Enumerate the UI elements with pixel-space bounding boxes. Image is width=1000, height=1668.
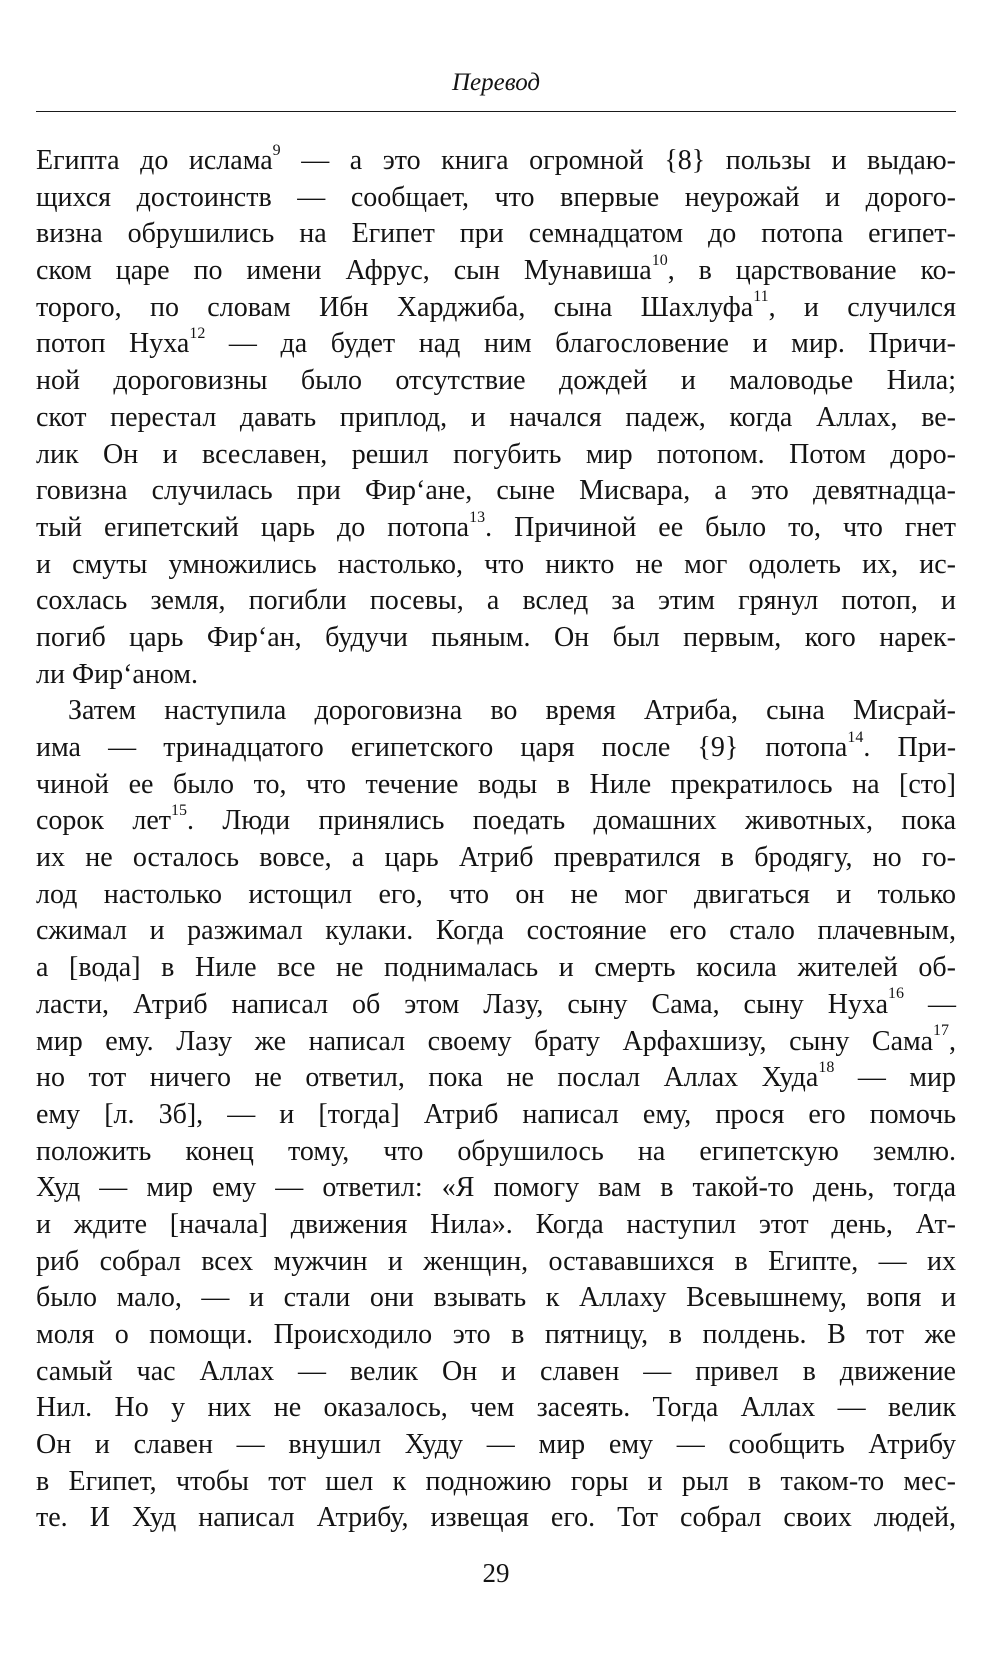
footnote-ref: 16 [888,985,905,1003]
line-text: Худ — мир ему — ответил: «Я помогу вам в такой-то день, тогда [36,1172,956,1204]
body-text [36,143,956,1537]
text-line [36,216,956,253]
text-line [36,950,956,987]
line-text-continued: , и случился [768,291,956,323]
line-text: Египта до ислама [36,145,273,176]
page-number: 29 [482,1558,510,1588]
text-line [36,1170,956,1207]
line-text-continued: — а это книга огромной {8} пользы и выдаю- [280,145,956,176]
line-text-continued: . При- [863,732,957,763]
text-line [36,1427,956,1464]
line-text: мир ему. Лазу же написал своему брату Арфахшизу, сыну Сама [36,1025,933,1057]
line-text-continued: . Люди принялись поедать домашних животных, пока [187,805,957,837]
line-text: тый египетский царь до потопа [36,511,470,543]
footnote-ref: 14 [847,728,864,746]
text-line [36,620,956,657]
line-text: самый час Аллах — велик Он и славен — привел в движение [36,1355,956,1387]
line-text: ему [л. 3б], — и [тогда] Атриб написал ему, прося его помочь [36,1098,956,1130]
line-text-continued: — да будет над ним благословение и мир. Причи- [205,328,957,360]
text-line [36,1207,956,1244]
text-line [36,877,956,914]
text-line [36,547,956,584]
text-line [36,1134,956,1171]
text-line [36,437,956,474]
text-line [36,143,956,180]
text-line [36,253,956,290]
line-text: погиб царь Фир‘ан, будучи пьяным. Он был первым, кого нарек- [36,621,956,653]
line-text: моля о помощи. Происходило это в пятницу, в полдень. В тот же [36,1319,956,1350]
text-line [36,840,956,877]
line-text: а [вода] в Ниле все не поднималась и смерть косила жителей об- [36,952,956,984]
line-text: торого, по словам Ибн Харджиба, сына Шахлуфа [36,291,754,323]
text-line [36,510,956,547]
line-text: сорок лет [36,805,172,837]
line-text: ной дороговизны было отсутствие дождей и маловодье Нила; [36,365,956,397]
line-text: Он и славен — внушил Худу — мир ему — сообщить Атрибу [36,1429,956,1461]
line-text: Затем наступила дороговизна во время Атриба, сына Мисрай- [68,695,956,727]
line-text: говизна случилась при Фир‘ане, сыне Мисвара, а это девятнадца- [36,475,956,507]
text-line [36,987,956,1024]
text-line [36,913,956,950]
line-text: было мало, — и стали они взывать к Аллаху Всевышнему, вопя и [36,1282,956,1314]
text-line [36,400,956,437]
text-line [36,1244,956,1281]
line-text: потоп Нуха [36,328,190,360]
footnote-ref: 17 [933,1022,949,1040]
line-text-continued: — [904,988,956,1020]
text-line [36,1280,956,1317]
line-text: ласти, Атриб написал об этом Лазу, сыну Сама, сыну Нуха [36,988,889,1020]
text-line [36,473,956,510]
text-line [36,803,956,840]
text-line [36,1097,956,1134]
line-text-continued: . Причиной ее было то, что гнет [485,511,957,543]
line-text: визна обрушились на Египет при семнадцатом до потопа египет- [36,218,956,250]
line-text: их не осталось вовсе, а царь Атриб превратился в бродягу, но го- [36,842,956,874]
text-line [36,693,956,730]
line-text: ли Фир‘аном. [36,658,198,690]
line-text: и ждите [начала] движения Нила». Когда наступил этот день, Ат- [36,1208,956,1240]
line-text: лик Он и всеславен, решил погубить мир потопом. Потом доро- [36,438,956,470]
text-line [36,657,956,694]
line-text: положить конец тому, что обрушилось на египетскую землю. [36,1135,956,1167]
text-line [36,1060,956,1097]
footnote-ref: 12 [189,325,206,343]
text-line [36,290,956,327]
footnote-ref: 9 [272,141,281,159]
text-line [36,363,956,400]
line-text: сжимал и разжимал кулаки. Когда состояние его стало плачевным, [36,915,956,947]
text-line [36,1500,956,1537]
line-text: има — тринадцатого египетского царя после {9} потопа [36,732,848,763]
text-line [36,1390,956,1427]
footnote-ref: 15 [171,802,188,820]
line-text-continued: — мир [834,1062,957,1094]
line-text: лод настолько истощил его, что он не мог двигаться и только [36,878,956,910]
text-line [36,767,956,804]
running-title: Перевод [451,69,541,96]
text-line [36,180,956,217]
line-text-continued: , в царствование ко- [667,255,956,287]
line-text: те. И Худ написал Атрибу, извещая его. Тот собрал своих людей, [36,1502,956,1534]
line-text: но тот ничего не ответил, пока не послал Аллах Худа [36,1062,819,1094]
line-text: чиной ее было то, что течение воды в Ниле прекратилось на [сто] [36,768,956,800]
line-text: Нил. Но у них не оказалось, чем засеять. Тогда Аллах — велик [36,1392,956,1424]
footnote-ref: 10 [651,251,668,269]
text-line [36,1464,956,1501]
text-line [36,1354,956,1391]
line-text-continued: , [949,1025,956,1057]
text-line [36,1317,956,1354]
line-text: риб собрал всех мужчин и женщин, остававшихся в Египте, — их [36,1245,956,1277]
header-rule [36,111,956,112]
footnote-ref: 13 [469,508,486,526]
footnote-ref: 18 [818,1058,835,1076]
line-text: ском царе по имени Афрус, сын Мунавиша [36,255,652,287]
line-text: щихся достоинств — сообщает, что впервые неурожай и дорого- [36,181,956,213]
text-line [36,326,956,363]
line-text: и смуты умножились настолько, что никто не мог одолеть их, ис- [36,548,956,580]
footnote-ref: 11 [753,288,769,306]
line-text: сохлась земля, погибли посевы, а вслед за этим грянул потоп, и [36,585,956,617]
line-text: в Египет, чтобы тот шел к подножию горы и рыл в таком-то мес- [36,1465,956,1497]
text-line [36,583,956,620]
text-line [36,1024,956,1061]
text-line [36,730,956,767]
line-text: скот перестал давать приплод, и начался падеж, когда Аллах, ве- [36,401,956,433]
